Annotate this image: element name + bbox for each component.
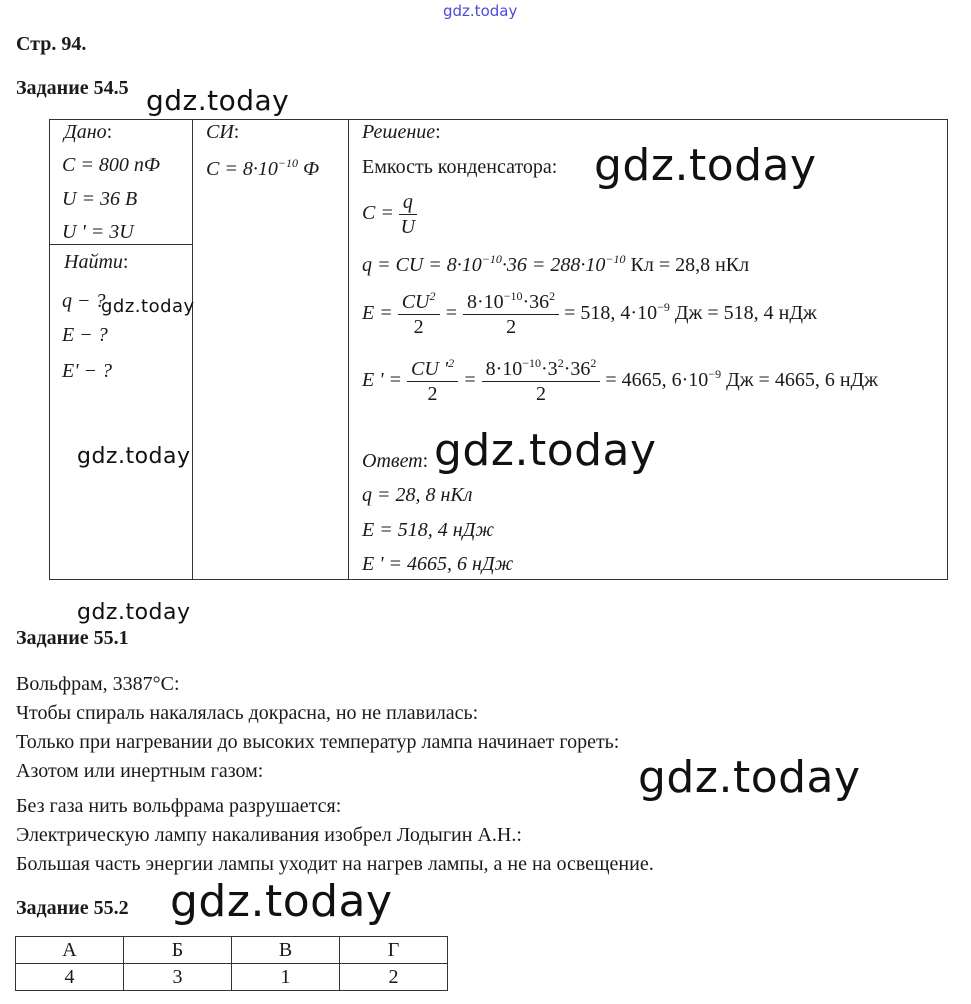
otvet-energy-new: E ' = 4665, 6 нДж — [362, 553, 514, 575]
watermark: gdz.today — [434, 425, 657, 476]
matching-header-row — [16, 937, 448, 964]
matching-value-cell: 1 — [232, 964, 340, 991]
task-54-5-heading: Задание 54.5 — [16, 77, 129, 99]
answer-line-2: Чтобы спираль накалялась докрасна, но не плавилась: — [16, 702, 479, 724]
answer-line-1: Вольфрам, 3387°С: — [16, 673, 180, 695]
table-divider-2 — [348, 119, 349, 580]
dano-voltage-new: U ' = 3U — [62, 221, 134, 243]
table-divider-dano — [49, 244, 192, 245]
capacity-text: Емкость конденсатора: — [362, 156, 558, 178]
dano-capacity: C = 800 пФ — [62, 154, 160, 176]
naiti-energy-new: E' − ? — [62, 360, 112, 382]
watermark: gdz.today — [638, 752, 861, 803]
answer-line-5: Без газа нить вольфрама разрушается: — [16, 795, 342, 817]
table-border-bottom — [49, 579, 947, 580]
naiti-energy: E − ? — [62, 324, 108, 346]
matching-table — [15, 936, 448, 991]
table-border-left — [49, 119, 50, 580]
answer-line-4: Азотом или инертным газом: — [16, 760, 264, 782]
watermark: gdz.today — [146, 84, 290, 117]
table-border-right — [947, 119, 948, 580]
si-capacity: $C = 8\cdot 10^{-10}$ Ф — [206, 156, 320, 180]
matching-header-cell: А — [16, 937, 124, 964]
si-label: СИ: — [206, 121, 240, 143]
watermark: gdz.today — [101, 296, 195, 317]
table-divider-1 — [192, 119, 193, 580]
page-title: Стр. 94. — [16, 33, 87, 55]
otvet-label: Ответ: — [362, 450, 429, 472]
dano-voltage: U = 36 В — [62, 188, 138, 210]
formula-capacity: C = $\frac{q}{U}$ — [362, 191, 416, 238]
matching-value-row — [16, 964, 448, 991]
matching-header-cell: В — [232, 937, 340, 964]
matching-header-cell: Г — [340, 937, 448, 964]
task-55-1-heading: Задание 55.1 — [16, 627, 129, 649]
watermark: gdz.today — [77, 444, 191, 469]
watermark: gdz.today — [594, 140, 817, 191]
answer-line-6: Электрическую лампу накаливания изобрел Лодыгин А.Н.: — [16, 824, 522, 846]
formula-charge: q = CU = $8\cdot 10^{-10}\cdot 36 = 288\cdot 10^{-10}$ Кл = 28,8 нКл — [362, 252, 750, 276]
otvet-charge: q = 28, 8 нКл — [362, 484, 473, 506]
naiti-label: Найти: — [64, 251, 129, 273]
matching-header-cell: Б — [124, 937, 232, 964]
dano-label: Дано: — [64, 121, 113, 143]
naiti-charge: q − ? — [62, 290, 106, 312]
watermark-top: gdz.today — [443, 2, 518, 20]
matching-value-cell: 2 — [340, 964, 448, 991]
otvet-energy: E = 518, 4 нДж — [362, 519, 494, 541]
task-55-2-heading: Задание 55.2 — [16, 897, 129, 919]
reshenie-label: Решение: — [362, 121, 441, 143]
matching-value-cell: 3 — [124, 964, 232, 991]
table-border-top — [49, 119, 947, 120]
watermark: gdz.today — [77, 600, 191, 625]
answer-line-7: Большая часть энергии лампы уходит на нагрев лампы, а не на освещение. — [16, 853, 654, 875]
formula-energy: E = $\frac{CU^2}{2}$ = $\frac{8\cdot 10^{-10}\cdot 36^2}{2}$ = 518, $4\cdot 10^{-9}$ Дж = 518, 4 нДж — [362, 289, 817, 338]
formula-energy-new: E ' = $\frac{CU '^2}{2}$ = $\frac{8\cdot 10^{-10}\cdot 3^2\cdot 36^2}{2}$ = 4665, $6\cdot 10^{-9}$ Дж = 4665, 6 нДж — [362, 356, 878, 405]
matching-value-cell: 4 — [16, 964, 124, 991]
answer-line-3: Только при нагревании до высоких температур лампа начинает гореть: — [16, 731, 620, 753]
watermark: gdz.today — [170, 876, 393, 927]
